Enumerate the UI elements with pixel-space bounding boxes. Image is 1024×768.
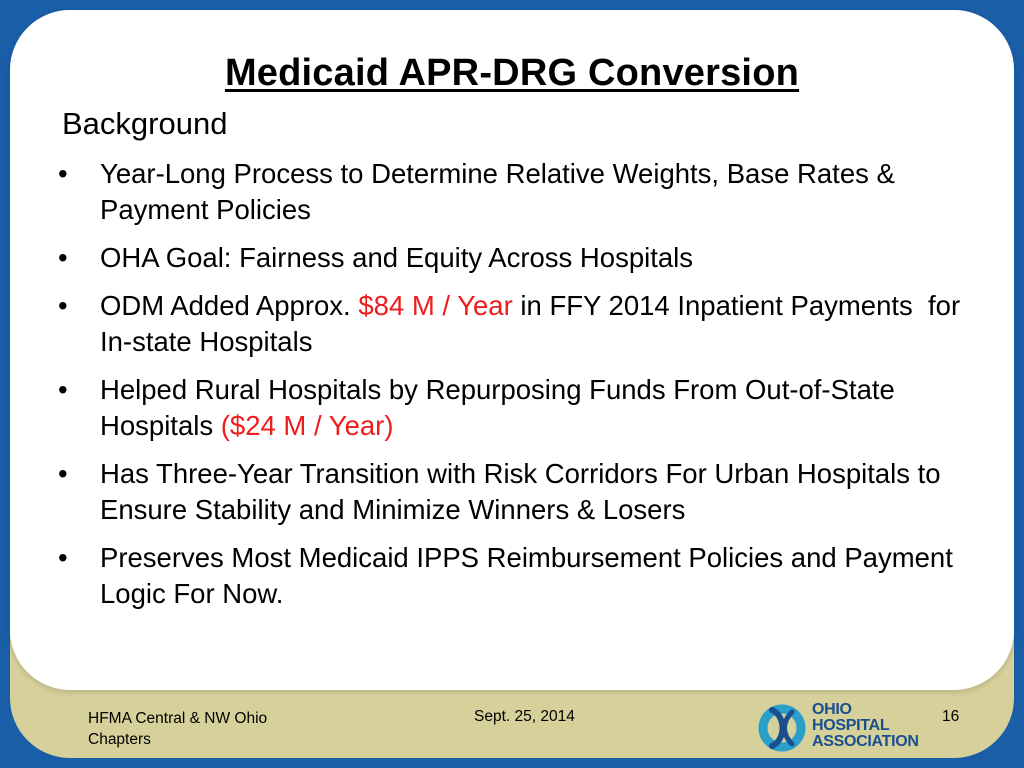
bullet-item [58, 288, 978, 360]
bullet-item [58, 540, 978, 612]
bullet-marker: • [58, 242, 68, 273]
footer-organization-line2: Chapters [88, 731, 151, 748]
bullet-text: Has Three-Year Transition with Risk Corridors For Urban Hospitals to Ensure Stability and Minimize Winners & Losers [100, 458, 941, 525]
bullet-marker: • [58, 374, 68, 405]
bullet-item [58, 156, 978, 228]
highlight-amount: ($24 M / Year) [220, 410, 394, 441]
bullet-text: OHA Goal: Fairness and Equity Across Hospitals [100, 242, 694, 273]
bullet-text: Helped Rural Hospitals by Repurposing Funds From Out-of-State Hospitals [100, 374, 895, 441]
logo-line-1: OHIO [812, 701, 852, 718]
bullet-text: Year-Long Process to Determine Relative Weights, Base Rates & Payment Policies [100, 158, 895, 225]
slide-number: 16 [942, 708, 960, 725]
footer-organization-line1: HFMA Central & NW Ohio [88, 710, 268, 727]
ohio-hospital-association-logo [756, 700, 926, 756]
bullet-text: Preserves Most Medicaid IPPS Reimbursement Policies and Payment Logic For Now. [100, 542, 953, 609]
bullet-list [58, 156, 978, 624]
bullet-marker: • [58, 290, 68, 321]
logo-line-3: ASSOCIATION [812, 733, 919, 750]
footer-organization [88, 708, 348, 750]
logo-line-2: HOSPITAL [812, 717, 890, 734]
bullet-text: ODM Added Approx. [100, 290, 359, 321]
highlight-amount: $84 M / Year [358, 290, 513, 321]
bullet-item [58, 456, 978, 528]
bullet-item [58, 372, 978, 444]
footer-date: Sept. 25, 2014 [474, 708, 575, 725]
bullet-marker: • [58, 542, 68, 573]
slide-title: Medicaid APR-DRG Conversion [224, 52, 800, 94]
logo-wordmark [812, 702, 919, 750]
bullet-marker: • [58, 458, 68, 489]
bullet-text: in FFY 2014 Inpatient Payments for In-state Hospitals [100, 290, 968, 357]
bullet-marker: • [58, 158, 68, 189]
ohio-hospital-association-logo-icon [756, 700, 812, 756]
bullet-item [58, 240, 978, 276]
slide-subtitle: Background [62, 106, 228, 141]
